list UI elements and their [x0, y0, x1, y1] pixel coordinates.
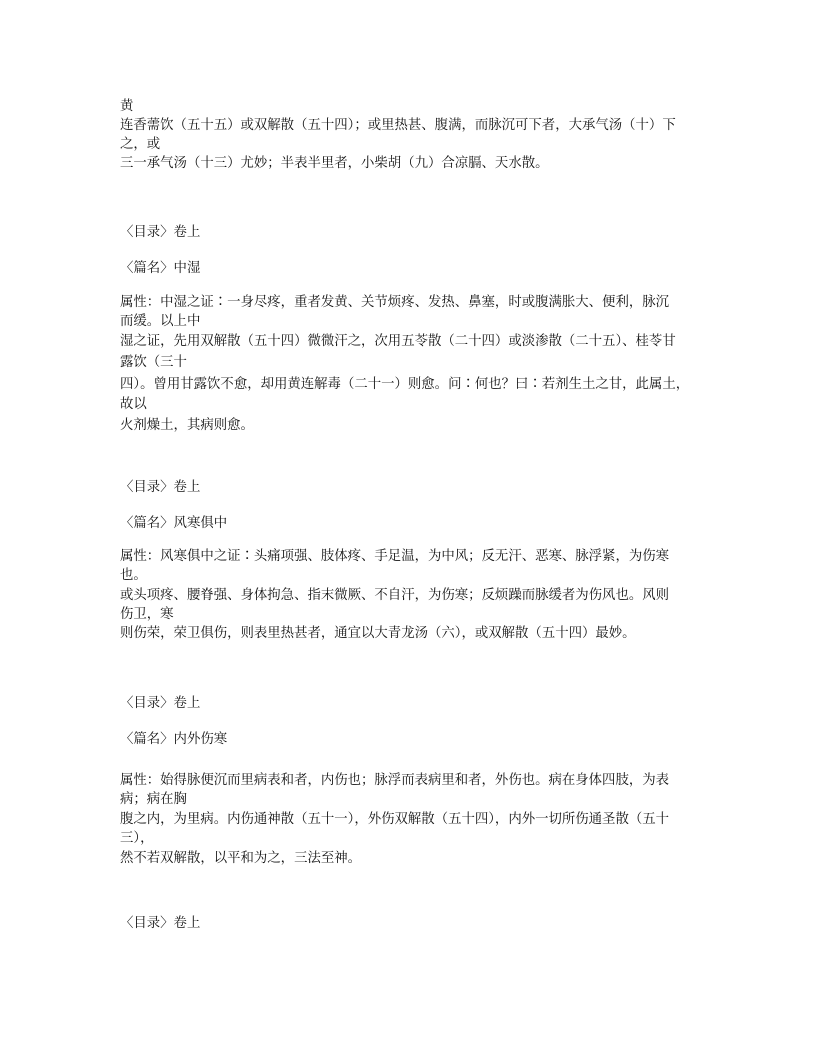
text-line: 湿之证，先用双解散（五十四）微微汗之，次用五苓散（二十四）或淡渗散（二十五）、桂苓甘: [120, 334, 676, 349]
catalog-heading: 〈目录〉卷上: [120, 480, 201, 495]
catalog-heading: 〈目录〉卷上: [120, 696, 201, 711]
text-line: 腹之内，为里病。内伤通神散（五十一），外伤双解散（五十四），内外一切所伤通圣散（五十: [120, 812, 670, 827]
text-line: 三一承气汤（十三）尤妙；半表半里者，小柴胡（九）合凉膈、天水散。: [120, 156, 549, 171]
text-line: 之，或: [120, 137, 161, 152]
text-line: 则伤荣，荣卫俱伤，则表里热甚者，通宜以大青龙汤（六），或双解散（五十四）最妙。: [120, 626, 636, 641]
text-line: 四）。曾用甘露饮不愈，却用黄连解毒（二十一）则愈。问∶何也？曰∶若剂生土之甘，此属土，: [120, 377, 690, 392]
catalog-heading: 〈目录〉卷上: [120, 225, 201, 240]
text-line: 也。: [120, 568, 147, 583]
text-line: 而缓。以上中: [120, 314, 201, 329]
text-line: 故以: [120, 397, 147, 412]
text-line: 火剂燥土，其病则愈。: [120, 418, 254, 433]
text-line: 连香薷饮（五十五）或双解散（五十四）；或里热甚、腹满，而脉沉可下者，大承气汤（十）下: [120, 118, 676, 133]
text-line: 黄: [120, 99, 134, 114]
text-line: 属性：风寒俱中之证∶头痛项强、肢体疼、手足温，为中风；反无汗、恶寒、脉浮紧，为伤寒: [120, 549, 670, 564]
text-line: 病；病在胸: [120, 792, 187, 807]
text-line: 然不若双解散，以平和为之，三法至神。: [120, 851, 362, 866]
text-line: 属性：中湿之证∶一身尽疼，重者发黄、关节烦疼、发热、鼻塞，时或腹满胀大、便利，脉沉: [120, 295, 670, 310]
text-line: 三），: [120, 831, 154, 846]
catalog-heading: 〈目录〉卷上: [120, 916, 201, 931]
section-title: 〈篇名〉中湿: [120, 261, 201, 276]
section-title: 〈篇名〉内外伤寒: [120, 732, 228, 747]
text-line: 属性：始得脉便沉而里病表和者，内伤也；脉浮而表病里和者，外伤也。病在身体四肢，为表: [120, 773, 670, 788]
text-line: 露饮（三十: [120, 355, 187, 370]
text-line: 或头项疼、腰脊强、身体拘急、指末微厥、不自汗，为伤寒；反烦躁而脉缓者为伤风也。风则: [120, 588, 670, 603]
section-title: 〈篇名〉风寒俱中: [120, 516, 228, 531]
text-line: 伤卫，寒: [120, 607, 174, 622]
